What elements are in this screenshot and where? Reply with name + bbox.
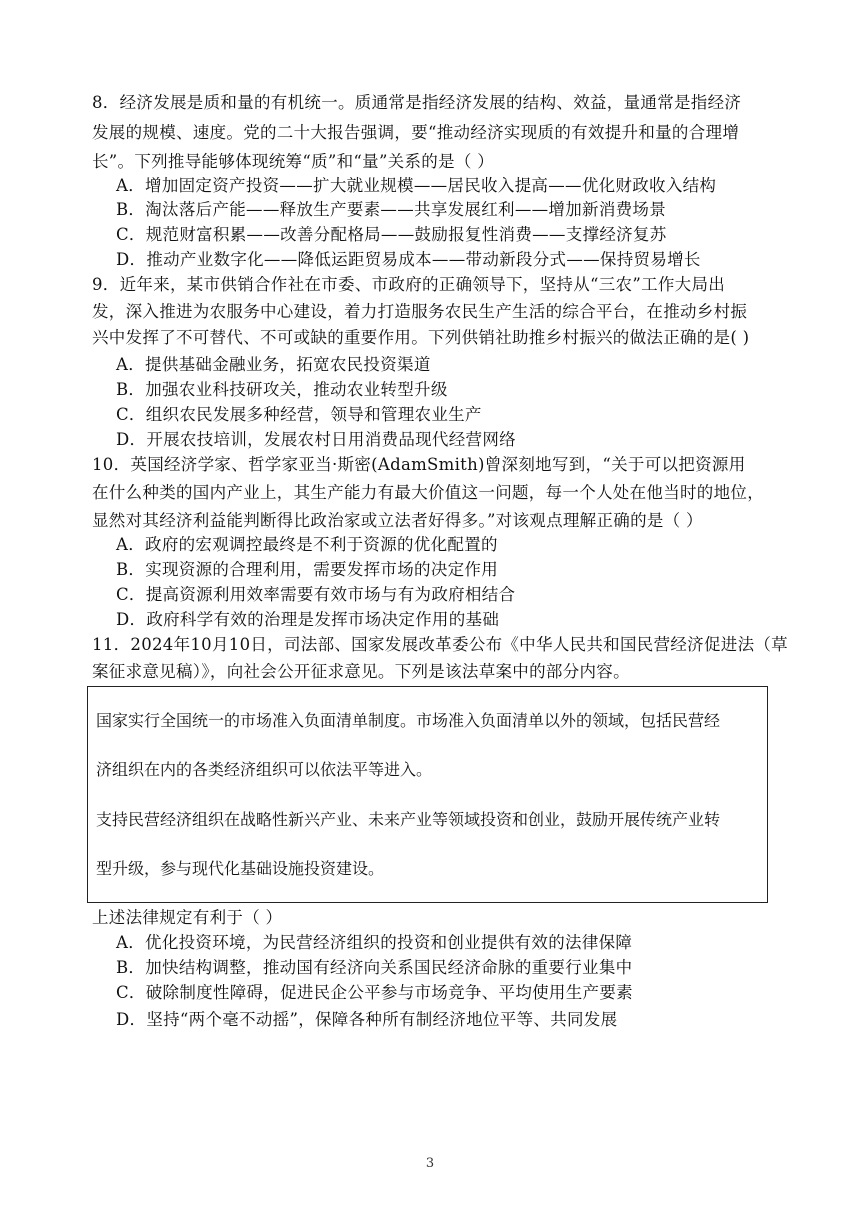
law-excerpt-box (87, 686, 768, 903)
q8-option-b: B．淘汰落后产能——释放生产要素——共享发展红利——增加新消费场景 (116, 200, 667, 219)
q11-option-a: A．优化投资环境，为民营经济组织的投资和创业提供有效的法律保障 (116, 933, 633, 952)
q9-stem-line-2: 发，深入推进为农服务中心建设，着力打造服务农民生产生活的综合平台，在推动乡村振 (92, 302, 748, 321)
q8-option-a: A．增加固定资产投资——扩大就业规模——居民收入提高——优化财政收入结构 (116, 176, 717, 195)
law-excerpt-line-4: 型升级，参与现代化基础设施投资建设。 (96, 859, 385, 878)
law-excerpt-line-3: 支持民营经济组织在战略性新兴产业、未来产业等领域投资和创业，鼓励开展传统产业转 (96, 810, 721, 829)
q9-stem-line-1: 9．近年来，某市供销合作社在市委、市政府的正确领导下，坚持从“三农”工作大局出 (92, 275, 726, 294)
q9-option-c: C．组织农民发展多种经营，领导和管理农业生产 (116, 405, 482, 424)
q11-option-b: B．加快结构调整，推动国有经济向关系国民经济命脉的重要行业集中 (116, 958, 633, 977)
q8-stem-line-3: 长”。下列推导能够体现统筹“质”和“量”关系的是（ ） (92, 152, 495, 171)
law-excerpt-line-1: 国家实行全国统一的市场准入负面清单制度。市场准入负面清单以外的领域，包括民营经 (96, 711, 721, 730)
q10-option-a: A．政府的宏观调控最终是不利于资源的优化配置的 (116, 535, 498, 554)
q11-stem-line-1: 11．2024年10月10日，司法部、国家发展改革委公布《中华人民共和国民营经济促进法（草 (92, 635, 788, 654)
q10-option-d: D．政府科学有效的治理是发挥市场决定作用的基础 (116, 610, 500, 629)
q8-stem-line-2: 发展的规模、速度。党的二十大报告强调，要“推动经济实现质的有效提升和量的合理增 (92, 123, 740, 142)
q11-question: 上述法律规定有利于（ ） (92, 908, 283, 927)
q10-stem-line-2: 在什么种类的国内产业上，其生产能力有最大价值这一问题，每一个人处在他当时的地位， (92, 483, 764, 502)
q8-option-c: C．规范财富积累——改善分配格局——鼓励报复性消费——支撑经济复苏 (116, 225, 667, 244)
q9-stem-line-3: 兴中发挥了不可替代、不可或缺的重要作用。下列供销社助推乡村振兴的做法正确的是( ) (92, 328, 750, 347)
q9-option-a: A．提供基础金融业务，拓宽农民投资渠道 (116, 355, 431, 374)
q11-option-c: C．破除制度性障碍，促进民企公平参与市场竞争、平均使用生产要素 (116, 983, 633, 1002)
q9-option-b: B．加强农业科技研攻关，推动农业转型升级 (116, 380, 448, 399)
q8-option-d: D．推动产业数字化——降低运距贸易成本——带动新段分式——保持贸易增长 (116, 250, 701, 269)
q10-stem-line-3: 显然对其经济利益能判断得比政治家或立法者好得多。”对该观点理解正确的是（ ） (92, 511, 703, 530)
q10-stem-line-1: 10．英国经济学家、哲学家亚当·斯密(AdamSmith)曾深刻地写到，“关于可以把资源用 (92, 455, 746, 474)
q11-stem-line-2: 案征求意见稿）》，向社会公开征求意见。下列是该法草案中的部分内容。 (92, 662, 630, 681)
q8-stem-line-1: 8．经济发展是质和量的有机统一。质通常是指经济发展的结构、效益，量通常是指经济 (92, 93, 742, 112)
page-number: 3 (425, 1156, 435, 1171)
law-excerpt-line-2: 济组织在内的各类经济组织可以依法平等进入。 (96, 760, 433, 779)
q10-option-c: C．提高资源利用效率需要有效市场与有为政府相结合 (116, 585, 516, 604)
q10-option-b: B．实现资源的合理利用，需要发挥市场的决定作用 (116, 560, 499, 579)
q9-option-d: D．开展农技培训，发展农村日用消费品现代经营网络 (116, 430, 516, 449)
q11-option-d: D．坚持“两个毫不动摇”，保障各种所有制经济地位平等、共同发展 (116, 1010, 618, 1029)
